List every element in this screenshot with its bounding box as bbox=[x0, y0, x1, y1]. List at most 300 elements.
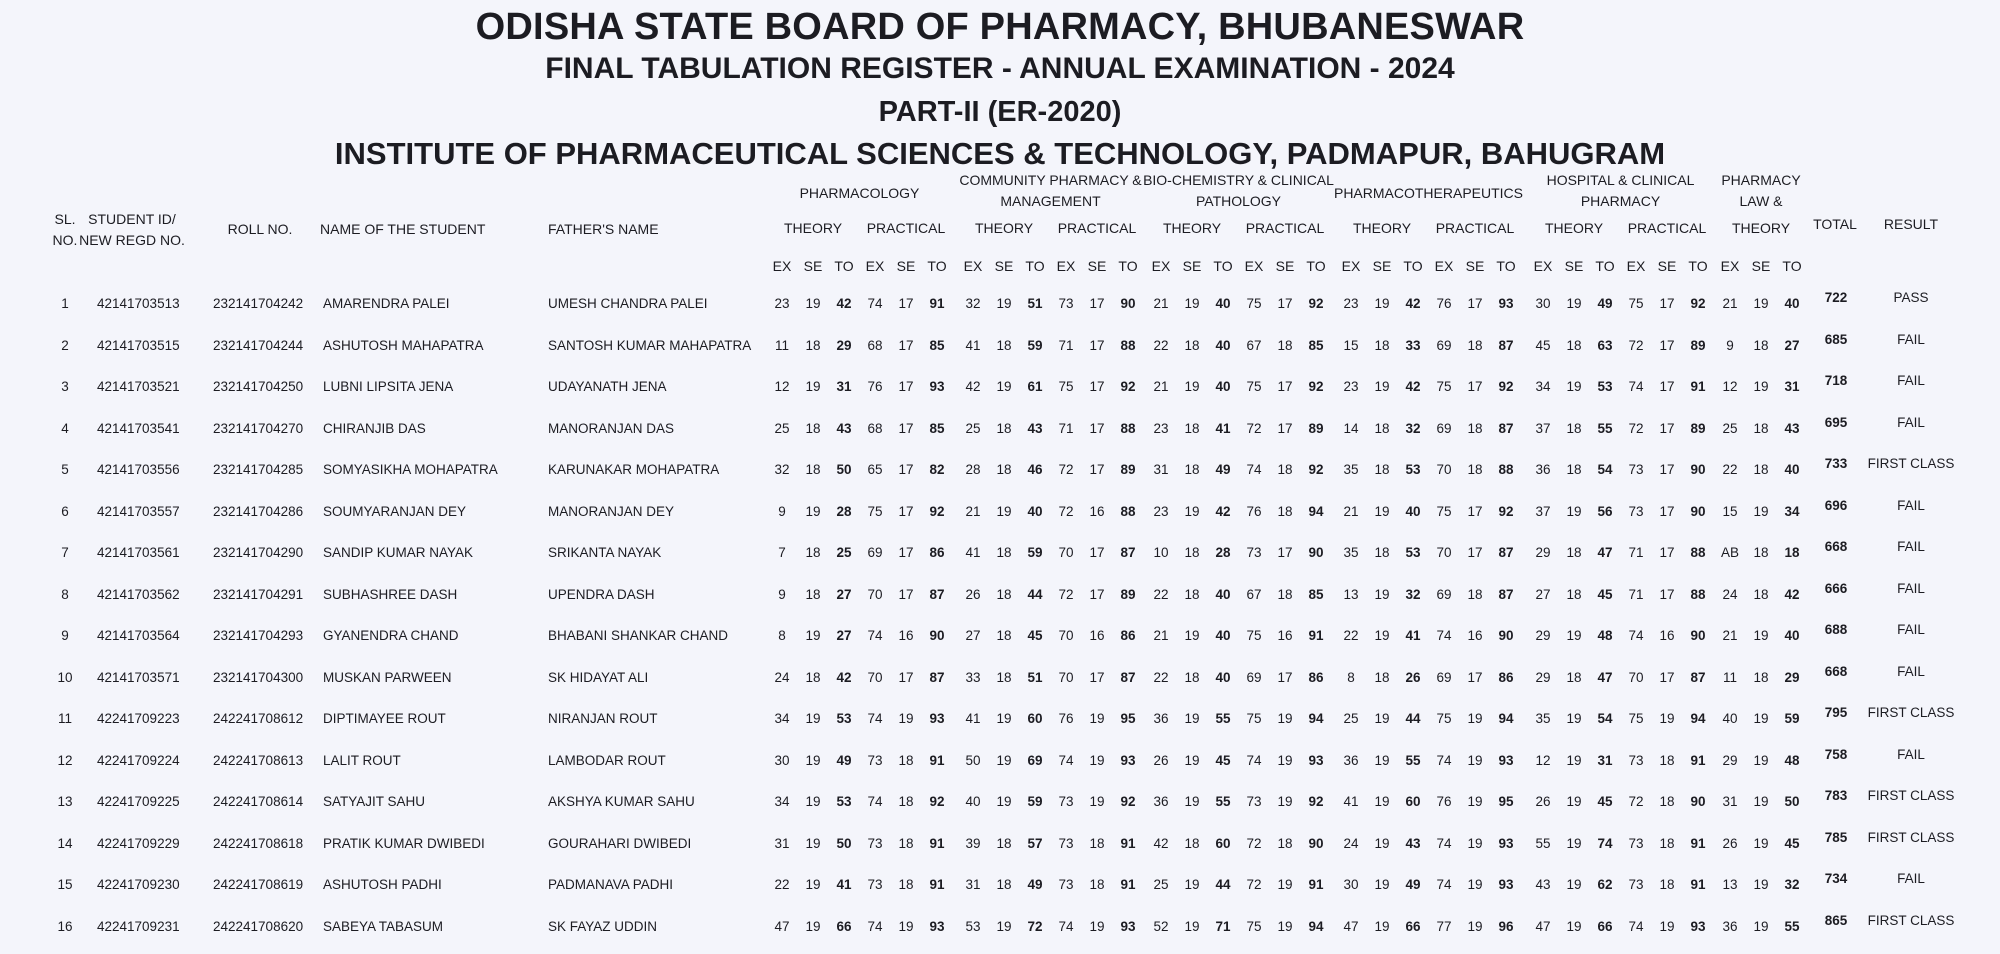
mark-value: 17 bbox=[1467, 670, 1483, 685]
row-result: PASS bbox=[1893, 290, 1929, 305]
mark-total: 90 bbox=[1120, 296, 1136, 311]
mark-subheader: SE bbox=[1275, 258, 1295, 274]
mark-value: 19 bbox=[1277, 753, 1293, 768]
mark-value: 34 bbox=[774, 711, 790, 726]
mark-total: 55 bbox=[1215, 794, 1231, 809]
row-student-name: MUSKAN PARWEEN bbox=[323, 670, 452, 685]
mark-value: 14 bbox=[1343, 421, 1359, 436]
mark-value: 18 bbox=[1374, 338, 1390, 353]
mark-total: 32 bbox=[1405, 587, 1421, 602]
mark-total: 66 bbox=[1405, 919, 1421, 934]
mark-total: 91 bbox=[1690, 836, 1706, 851]
mark-total: 88 bbox=[1120, 421, 1136, 436]
mark-value: 30 bbox=[1535, 296, 1551, 311]
mark-value: 17 bbox=[898, 670, 914, 685]
mark-value: 23 bbox=[1343, 379, 1359, 394]
mark-value: 72 bbox=[1628, 794, 1644, 809]
mark-value: 17 bbox=[1467, 296, 1483, 311]
mark-value: 37 bbox=[1535, 504, 1551, 519]
mark-total: 45 bbox=[1027, 628, 1043, 643]
mark-value: 74 bbox=[867, 919, 883, 934]
mark-total: 42 bbox=[1405, 379, 1421, 394]
mark-value: 19 bbox=[1277, 919, 1293, 934]
mark-value: 73 bbox=[1246, 545, 1262, 560]
mark-value: 18 bbox=[1566, 462, 1582, 477]
mark-value: 36 bbox=[1535, 462, 1551, 477]
row-result: FIRST CLASS bbox=[1867, 788, 1955, 803]
mark-value: 19 bbox=[1184, 711, 1200, 726]
mark-value: 19 bbox=[1659, 711, 1675, 726]
row-sl-no: 10 bbox=[57, 670, 73, 685]
row-father-name: MANORANJAN DAS bbox=[548, 421, 675, 436]
mark-value: 19 bbox=[1659, 919, 1675, 934]
mark-total: 92 bbox=[1690, 296, 1706, 311]
mark-value: 19 bbox=[1184, 296, 1200, 311]
mark-value: 19 bbox=[1566, 296, 1582, 311]
mark-value: 74 bbox=[1246, 462, 1262, 477]
mark-value: 18 bbox=[1753, 421, 1769, 436]
mark-total: 53 bbox=[1405, 462, 1421, 477]
mark-total: 90 bbox=[929, 628, 945, 643]
mark-value: 18 bbox=[1467, 421, 1483, 436]
subject-header: PHARMACOTHERAPEUTICS bbox=[1333, 185, 1524, 201]
mark-value: 74 bbox=[1436, 836, 1452, 851]
mark-value: 29 bbox=[1722, 753, 1738, 768]
mark-total: 44 bbox=[1215, 877, 1231, 892]
row-grand-total: 688 bbox=[1824, 622, 1848, 637]
mark-total: 29 bbox=[1784, 670, 1800, 685]
mark-value: 19 bbox=[805, 836, 821, 851]
row-result: FIRST CLASS bbox=[1867, 456, 1955, 471]
mark-value: 18 bbox=[996, 836, 1012, 851]
mark-value: 12 bbox=[1535, 753, 1551, 768]
mark-total: 51 bbox=[1027, 670, 1043, 685]
mark-total: 87 bbox=[1498, 338, 1514, 353]
mark-value: 77 bbox=[1436, 919, 1452, 934]
row-grand-total: 783 bbox=[1824, 788, 1848, 803]
row-result: FIRST CLASS bbox=[1867, 830, 1955, 845]
mark-total: 27 bbox=[1784, 338, 1800, 353]
mark-value: 17 bbox=[1659, 338, 1675, 353]
mark-total: 45 bbox=[1784, 836, 1800, 851]
mark-total: 60 bbox=[1405, 794, 1421, 809]
row-student-id: 42241709231 bbox=[97, 919, 180, 934]
mark-value: 73 bbox=[867, 877, 883, 892]
mark-value: 19 bbox=[1374, 836, 1390, 851]
row-roll-no: 242241708613 bbox=[213, 753, 304, 768]
mark-total: 87 bbox=[1498, 545, 1514, 560]
row-student-name: SOUMYARANJAN DEY bbox=[323, 504, 467, 519]
header-sl-no: SL. NO. bbox=[52, 211, 78, 248]
row-roll-no: 242241708612 bbox=[213, 711, 304, 726]
row-student-name: ASHUTOSH PADHI bbox=[323, 877, 442, 892]
mark-value: 13 bbox=[1343, 587, 1359, 602]
mark-value: 18 bbox=[1659, 753, 1675, 768]
mark-total: 40 bbox=[1215, 587, 1231, 602]
mark-value: 18 bbox=[1374, 421, 1390, 436]
mark-total: 55 bbox=[1215, 711, 1231, 726]
mark-subheader: EX bbox=[1244, 258, 1264, 274]
mark-value: 73 bbox=[1058, 794, 1074, 809]
mark-value: 19 bbox=[1277, 711, 1293, 726]
row-result: FAIL bbox=[1897, 539, 1925, 554]
mark-value: 18 bbox=[1277, 462, 1293, 477]
mark-value: 75 bbox=[1436, 379, 1452, 394]
mark-total: 90 bbox=[1498, 628, 1514, 643]
mark-total: 43 bbox=[1027, 421, 1043, 436]
mark-total: 93 bbox=[1498, 753, 1514, 768]
mark-total: 48 bbox=[1597, 628, 1613, 643]
mark-value: 19 bbox=[805, 296, 821, 311]
mark-value: 17 bbox=[1089, 379, 1105, 394]
row-student-name: SOMYASIKHA MOHAPATRA bbox=[323, 462, 498, 477]
mark-total: 40 bbox=[1215, 670, 1231, 685]
mark-subheader: EX bbox=[1434, 258, 1454, 274]
mark-value: 40 bbox=[965, 794, 981, 809]
mark-subheader: SE bbox=[1657, 258, 1677, 274]
mark-value: 19 bbox=[1753, 753, 1769, 768]
mark-total: 40 bbox=[1784, 628, 1800, 643]
mark-value: 19 bbox=[1753, 296, 1769, 311]
mark-value: 68 bbox=[867, 338, 883, 353]
mark-total: 91 bbox=[929, 877, 945, 892]
mark-total: 92 bbox=[929, 504, 945, 519]
mark-value: 12 bbox=[1722, 379, 1738, 394]
mark-value: 34 bbox=[774, 794, 790, 809]
mark-total: 92 bbox=[1498, 379, 1514, 394]
mark-total: 42 bbox=[836, 296, 852, 311]
row-grand-total: 758 bbox=[1824, 747, 1848, 762]
mark-value: 19 bbox=[1566, 711, 1582, 726]
mark-value: 17 bbox=[1277, 296, 1293, 311]
subject-header: BIO-CHEMISTRY & CLINICAL PATHOLOGY bbox=[1143, 172, 1334, 209]
mark-total: 95 bbox=[1498, 794, 1514, 809]
mark-value: 43 bbox=[1535, 877, 1551, 892]
mark-value: 18 bbox=[1467, 462, 1483, 477]
mark-value: 22 bbox=[1153, 670, 1169, 685]
mark-total: 93 bbox=[929, 711, 945, 726]
mark-value: 36 bbox=[1343, 753, 1359, 768]
mark-value: 8 bbox=[1347, 670, 1355, 685]
mark-value: 17 bbox=[1089, 587, 1105, 602]
mark-value: 27 bbox=[965, 628, 981, 643]
mark-value: 71 bbox=[1628, 587, 1644, 602]
mark-total: 94 bbox=[1498, 711, 1514, 726]
row-grand-total: 795 bbox=[1824, 705, 1848, 720]
mark-total: 45 bbox=[1215, 753, 1231, 768]
mark-total: 71 bbox=[1215, 919, 1231, 934]
mark-value: 19 bbox=[1374, 296, 1390, 311]
row-father-name: AKSHYA KUMAR SAHU bbox=[548, 794, 695, 809]
mark-value: 19 bbox=[805, 753, 821, 768]
mark-value: 17 bbox=[898, 421, 914, 436]
mark-value: 18 bbox=[1566, 670, 1582, 685]
mark-value: 16 bbox=[1467, 628, 1483, 643]
mark-value: 26 bbox=[1535, 794, 1551, 809]
mark-total: 66 bbox=[1597, 919, 1613, 934]
mark-value: 23 bbox=[1153, 504, 1169, 519]
mark-value: 74 bbox=[1628, 919, 1644, 934]
mark-total: 49 bbox=[1597, 296, 1613, 311]
mark-value: 16 bbox=[1089, 504, 1105, 519]
mark-total: 42 bbox=[1405, 296, 1421, 311]
mark-total: 51 bbox=[1027, 296, 1043, 311]
mark-value: 34 bbox=[1535, 379, 1551, 394]
mark-total: 40 bbox=[1027, 504, 1043, 519]
mark-total: 26 bbox=[1405, 670, 1421, 685]
mark-total: 90 bbox=[1690, 628, 1706, 643]
theory-header: THEORY bbox=[1544, 220, 1604, 236]
mark-value: 19 bbox=[1184, 794, 1200, 809]
mark-value: 18 bbox=[805, 421, 821, 436]
mark-value: 69 bbox=[1436, 670, 1452, 685]
mark-value: 73 bbox=[867, 836, 883, 851]
mark-value: 21 bbox=[1153, 379, 1169, 394]
mark-subheader: TO bbox=[1595, 258, 1615, 274]
mark-subheader: TO bbox=[1688, 258, 1708, 274]
mark-value: 22 bbox=[1153, 338, 1169, 353]
mark-value: 19 bbox=[996, 794, 1012, 809]
mark-value: 11 bbox=[774, 338, 789, 353]
mark-value: 75 bbox=[1246, 379, 1262, 394]
mark-value: 21 bbox=[1722, 628, 1738, 643]
mark-value: 32 bbox=[774, 462, 790, 477]
row-roll-no: 242241708618 bbox=[213, 836, 304, 851]
mark-value: 19 bbox=[805, 379, 821, 394]
mark-value: 75 bbox=[1436, 711, 1452, 726]
mark-value: 35 bbox=[1535, 711, 1551, 726]
mark-subheader: TO bbox=[927, 258, 947, 274]
row-father-name: KARUNAKAR MOHAPATRA bbox=[548, 462, 720, 477]
row-grand-total: 685 bbox=[1824, 332, 1848, 347]
mark-total: 69 bbox=[1027, 753, 1043, 768]
mark-value: 29 bbox=[1535, 545, 1551, 560]
mark-total: 87 bbox=[1498, 421, 1514, 436]
mark-subheader: TO bbox=[834, 258, 854, 274]
mark-value: 18 bbox=[898, 794, 914, 809]
mark-value: 19 bbox=[1374, 877, 1390, 892]
mark-total: 28 bbox=[1215, 545, 1231, 560]
mark-value: 17 bbox=[898, 462, 914, 477]
mark-total: 25 bbox=[836, 545, 852, 560]
mark-total: 47 bbox=[1597, 670, 1613, 685]
mark-value: 67 bbox=[1246, 338, 1262, 353]
row-grand-total: 696 bbox=[1824, 498, 1848, 513]
mark-total: 55 bbox=[1597, 421, 1613, 436]
mark-total: 74 bbox=[1597, 836, 1613, 851]
mark-total: 86 bbox=[1120, 628, 1136, 643]
mark-value: 18 bbox=[1467, 338, 1483, 353]
mark-value: 18 bbox=[1184, 587, 1200, 602]
mark-subheader: SE bbox=[1564, 258, 1584, 274]
mark-total: 92 bbox=[1120, 794, 1136, 809]
mark-value: 9 bbox=[778, 587, 786, 602]
row-roll-no: 232141704293 bbox=[213, 628, 304, 643]
mark-value: 70 bbox=[867, 670, 883, 685]
mark-value: 19 bbox=[898, 711, 914, 726]
mark-total: 92 bbox=[1308, 296, 1324, 311]
mark-value: 26 bbox=[1153, 753, 1169, 768]
mark-value: 18 bbox=[805, 338, 821, 353]
mark-total: 85 bbox=[929, 421, 945, 436]
subject-header: HOSPITAL & CLINICAL PHARMACY bbox=[1546, 172, 1695, 209]
mark-value: 39 bbox=[965, 836, 981, 851]
row-grand-total: 734 bbox=[1824, 871, 1848, 886]
mark-value: 17 bbox=[1277, 379, 1293, 394]
row-roll-no: 242241708614 bbox=[213, 794, 304, 809]
mark-value: 18 bbox=[996, 628, 1012, 643]
mark-subheader: SE bbox=[1372, 258, 1392, 274]
mark-total: 85 bbox=[1308, 587, 1324, 602]
mark-value: 18 bbox=[1566, 587, 1582, 602]
mark-total: 41 bbox=[1215, 421, 1231, 436]
mark-value: 18 bbox=[898, 753, 914, 768]
mark-value: 19 bbox=[1374, 919, 1390, 934]
row-result: FAIL bbox=[1897, 373, 1925, 388]
mark-value: 74 bbox=[1436, 753, 1452, 768]
mark-total: 93 bbox=[1308, 753, 1324, 768]
mark-value: 15 bbox=[1722, 504, 1738, 519]
mark-total: 27 bbox=[836, 628, 852, 643]
mark-subheader: SE bbox=[803, 258, 823, 274]
mark-total: 89 bbox=[1308, 421, 1324, 436]
mark-total: 40 bbox=[1215, 379, 1231, 394]
row-student-name: CHIRANJIB DAS bbox=[323, 421, 426, 436]
row-roll-no: 232141704242 bbox=[213, 296, 304, 311]
mark-value: 19 bbox=[996, 753, 1012, 768]
row-father-name: PADMANAVA PADHI bbox=[548, 877, 674, 892]
mark-value: 74 bbox=[1058, 919, 1074, 934]
mark-total: 49 bbox=[836, 753, 852, 768]
row-sl-no: 11 bbox=[57, 711, 72, 726]
row-student-name: ASHUTOSH MAHAPATRA bbox=[323, 338, 484, 353]
mark-value: 18 bbox=[805, 545, 821, 560]
institute-title: INSTITUTE OF PHARMACEUTICAL SCIENCES & TECHNOLOGY, PADMAPUR, BAHUGRAM bbox=[334, 136, 1666, 171]
mark-subheader: TO bbox=[1496, 258, 1516, 274]
mark-value: 74 bbox=[867, 711, 883, 726]
mark-value: 18 bbox=[1184, 338, 1200, 353]
mark-value: 19 bbox=[1184, 379, 1200, 394]
mark-total: 92 bbox=[1120, 379, 1136, 394]
mark-value: 17 bbox=[1659, 545, 1675, 560]
mark-value: 19 bbox=[805, 711, 821, 726]
row-sl-no: 4 bbox=[61, 421, 69, 436]
mark-total: 85 bbox=[929, 338, 945, 353]
mark-total: 40 bbox=[1215, 296, 1231, 311]
mark-total: 93 bbox=[1120, 753, 1136, 768]
mark-value: 72 bbox=[1058, 504, 1074, 519]
mark-value: 19 bbox=[996, 919, 1012, 934]
mark-total: 86 bbox=[929, 545, 945, 560]
mark-value: 19 bbox=[1467, 753, 1483, 768]
mark-total: 18 bbox=[1784, 545, 1800, 560]
mark-total: 88 bbox=[1690, 545, 1706, 560]
mark-total: 43 bbox=[1405, 836, 1421, 851]
mark-total: 82 bbox=[929, 462, 945, 477]
mark-value: 19 bbox=[996, 504, 1012, 519]
row-student-id: 42241709230 bbox=[97, 877, 180, 892]
mark-value: 19 bbox=[805, 628, 821, 643]
row-roll-no: 232141704290 bbox=[213, 545, 304, 560]
row-father-name: SK FAYAZ UDDIN bbox=[548, 919, 658, 934]
row-student-id: 42241709229 bbox=[97, 836, 180, 851]
row-student-id: 42241709224 bbox=[97, 753, 180, 768]
mark-value: 16 bbox=[898, 628, 914, 643]
mark-subheader: EX bbox=[865, 258, 885, 274]
mark-total: 53 bbox=[1597, 379, 1613, 394]
mark-total: 91 bbox=[1120, 836, 1136, 851]
mark-subheader: EX bbox=[1056, 258, 1076, 274]
row-grand-total: 718 bbox=[1824, 373, 1848, 388]
mark-value: 19 bbox=[1374, 711, 1390, 726]
mark-value: 19 bbox=[1089, 753, 1105, 768]
mark-value: 72 bbox=[1246, 421, 1262, 436]
mark-value: 18 bbox=[1184, 670, 1200, 685]
mark-value: 18 bbox=[805, 587, 821, 602]
row-student-name: SATYAJIT SAHU bbox=[323, 794, 426, 809]
mark-subheader: TO bbox=[1213, 258, 1233, 274]
mark-subheader: EX bbox=[963, 258, 983, 274]
mark-value: 18 bbox=[1184, 421, 1200, 436]
mark-value: 19 bbox=[805, 919, 821, 934]
mark-subheader: TO bbox=[1306, 258, 1326, 274]
mark-value: 19 bbox=[1566, 919, 1582, 934]
row-student-name: LUBNI LIPSITA JENA bbox=[323, 379, 454, 394]
row-sl-no: 12 bbox=[57, 753, 73, 768]
mark-value: 18 bbox=[996, 462, 1012, 477]
mark-value: 73 bbox=[1628, 504, 1644, 519]
board-title: ODISHA STATE BOARD OF PHARMACY, BHUBANESWAR bbox=[475, 6, 1525, 48]
mark-value: 18 bbox=[805, 670, 821, 685]
mark-value: 17 bbox=[1659, 379, 1675, 394]
mark-subheader: TO bbox=[1118, 258, 1138, 274]
mark-value: 18 bbox=[996, 545, 1012, 560]
mark-value: 70 bbox=[1058, 545, 1074, 560]
mark-value: 75 bbox=[1246, 919, 1262, 934]
mark-total: 87 bbox=[929, 587, 945, 602]
row-roll-no: 232141704270 bbox=[213, 421, 304, 436]
mark-total: 49 bbox=[1027, 877, 1043, 892]
mark-total: 44 bbox=[1027, 587, 1043, 602]
mark-value: 74 bbox=[1628, 628, 1644, 643]
mark-total: 86 bbox=[1308, 670, 1324, 685]
row-sl-no: 6 bbox=[61, 504, 69, 519]
mark-subheader: SE bbox=[1087, 258, 1107, 274]
mark-total: 93 bbox=[1498, 836, 1514, 851]
mark-value: 71 bbox=[1058, 338, 1074, 353]
mark-subheader: EX bbox=[1533, 258, 1553, 274]
mark-value: 17 bbox=[1089, 670, 1105, 685]
mark-subheader: TO bbox=[1403, 258, 1423, 274]
mark-value: 19 bbox=[1467, 794, 1483, 809]
mark-value: 28 bbox=[965, 462, 981, 477]
mark-value: 75 bbox=[1628, 711, 1644, 726]
subject-header: COMMUNITY PHARMACY & MANAGEMENT bbox=[959, 172, 1142, 209]
mark-value: 21 bbox=[1153, 628, 1169, 643]
row-sl-no: 2 bbox=[61, 338, 69, 353]
mark-value: 75 bbox=[867, 504, 883, 519]
part-title: PART-II (ER-2020) bbox=[878, 96, 1122, 128]
mark-value: 18 bbox=[996, 338, 1012, 353]
row-grand-total: 695 bbox=[1824, 415, 1848, 430]
row-result: FAIL bbox=[1897, 747, 1925, 762]
mark-value: 72 bbox=[1246, 877, 1262, 892]
mark-value: 19 bbox=[1184, 753, 1200, 768]
row-father-name: UPENDRA DASH bbox=[548, 587, 655, 602]
mark-value: 73 bbox=[1058, 877, 1074, 892]
row-roll-no: 232141704291 bbox=[213, 587, 304, 602]
mark-total: 92 bbox=[1308, 379, 1324, 394]
